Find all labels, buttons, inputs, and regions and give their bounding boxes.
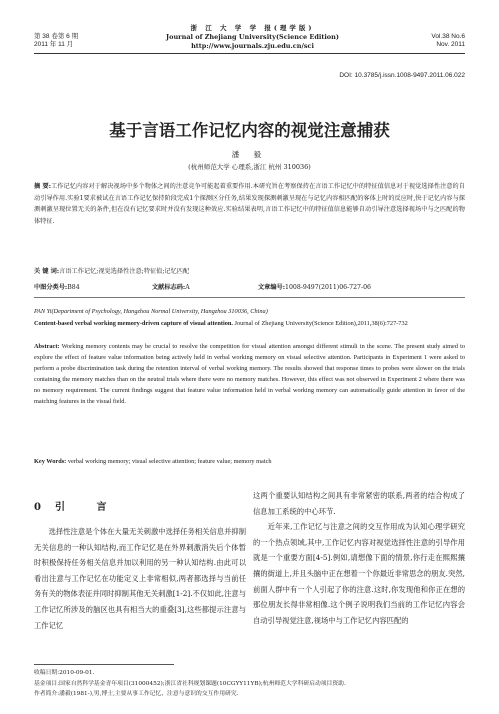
footnote-received: 收稿日期:2010-09-01. [34,670,95,676]
header-volume-issue-en: Vol.38 No.6 [431,33,465,40]
abstract-divider [34,297,465,298]
author: 潘 毅 [231,150,268,159]
body-right-para-2: 近年来,工作记忆与注意之间的交互作用成为认知心理学研究的一个热点领域,其中,工作记忆内容对视觉选择性注意的引导作用就是一个重要方面[4-5].例如,请想像下面的情景,你行走在熙熙攘攘的街道上,并且头脑中正在想着一个你最近非常思念的朋友.突然,前面人群中有一个人引起了你的注意.这时,你发现他和你正在想的那位朋友长得非常相像.这个例子说明我们当前的工作记忆内容会自动引导视觉注意,视场中与工作记忆内容匹配的 [253,522,465,625]
keywords-cn-text: 言语工作记忆;视觉选择性注意;特征值;记忆匹配 [59,268,190,275]
keywords-cn [34,266,465,278]
keywords-cn-label: 关 键 词: [34,268,60,275]
doc-code-label: 文献标志码: [152,284,186,291]
header-volume-info-en [431,33,465,49]
body-right-para-1: 这两个重要认知结构之间具有非常紧密的联系,两者的结合构成了信息加工系统的中心环节. [253,491,465,516]
section-number: 0 [34,502,55,513]
article-number-value: 1008-9497(2011)06-727-06 [285,284,371,291]
english-keywords [34,456,465,467]
header-date-en: Nov. 2011 [436,41,465,48]
english-author-affiliation: PAN Yi(Department of Psychology, Hangzhou Normal University, Hangzhou 310036, China) [34,308,268,315]
section-title: 引 言 [54,502,121,513]
english-title: Content-based verbal working memory-driven capture of visual attention. [34,320,233,327]
doc-code-value: A [185,284,190,291]
english-citation-text: Journal of Zhejiang University(Science Edition),2011,38(6):727-732 [234,320,408,327]
abstract-cn-label: 摘 要: [34,183,51,190]
header-volume-info [34,33,78,49]
clc-label: 中图分类号: [34,284,68,291]
footnote-rule [34,664,174,665]
header-rule [34,53,465,54]
journal-name-cn: 浙 江 大 学 学 报(理学版) [190,24,315,32]
english-keywords-text: verbal working memory; visual selective attention; feature value; memory match [67,458,272,465]
section-heading [34,498,120,513]
doi: DOI: 10.3785/j.issn.1008-9497.2011.06.022 [339,72,465,79]
abstract-cn-text: 工作记忆内容对于解决视场中多个物体之间的注意竞争可能起着重要作用.本研究旨在考察保持在言语工作记忆中的特征值信息对于视觉选择性注意的自动引导作用.实验1要求被试在言语工作记忆保持阶段完成1个探测区分任务,结果发现探测刺激呈现在与记忆内容相匹配的客体上时的反应时,快于记忆内容与探测刺激呈现位置无关的条件,但在没有记忆要求时并没有发现这种效应.实验结果表明,言语工作记忆中的特征值信息能够自动引导注意选择视场中与之匹配的物体特征. [34,183,465,225]
paper-title: 基于言语工作记忆内容的视觉注意捕获 [109,121,390,140]
english-citation [34,318,465,329]
footnote-author-bio: 作者简介:潘毅(1981-),男,博士,主要从事工作记忆、注意与意识的交互作用研究. [34,691,239,697]
clc-value: B84 [67,284,80,291]
journal-name-en: Journal of Zhejiang University(Science Edition) [166,33,339,41]
classification-line [34,282,465,291]
affiliation: (杭州师范大学 心理系,浙江 杭州 310036) [188,163,311,171]
english-keywords-label: Key Words: [34,458,67,465]
footnote-fund: 基金项目:国家自然科学基金青年项目(31000452);浙江省社科规划课题(10CGYY11YB);杭州师范大学科研启动项目资助. [34,680,346,687]
english-abstract-text: Working memory contents may be crucial to resolve the competition for visual attention amongst different stimuli in the scene. The present study aimed to explore the effect of feature value information being actively held in verbal working memory on visual selective attention. Participants in Experiment 1 were asked to perform a probe discrimination task during the retention interval of verbal working memory. The results showed that response times to probes were slower on the trials containing the memory matches than on the neutral trials where there were no memory matches. However, this effect was not observed in Experiment 2 where there was no memory requirement. The current findings suggest that feature value information held in verbal working memory can automatically guide attention in favor of the matching features in the visual field. [34,343,465,405]
body-right-column [253,488,465,628]
footnote [34,668,465,700]
body-left-column: 选择性注意是个体在大量无关刺激中选择任务相关信息并抑制无关信息的一种认知结构,而工作记忆是在外界刺激消失后个体暂时积极保持任务相关信息并加以利用的另一种认知结构.由此可以看出注意与工作记忆在功能定义上非常相似,两者都选择与当前任务有关的物体表征并同时抑制其他无关刺激[1-2].不仅如此,注意与工作记忆所涉及的脑区也具有相当大的重叠[3],这些都提示注意与工作记忆 [34,527,246,630]
article-number-label: 文章编号: [258,284,286,291]
header-journal [130,24,375,51]
journal-url: http://www.journals.zju.edu.cn/sci [191,42,314,50]
english-abstract-label: Abstract: [34,343,60,350]
header-date: 2011 年 11 月 [34,41,74,48]
abstract-cn [34,181,465,227]
header-volume-issue: 第 38 卷第 6 期 [34,33,79,40]
english-abstract [34,341,465,407]
